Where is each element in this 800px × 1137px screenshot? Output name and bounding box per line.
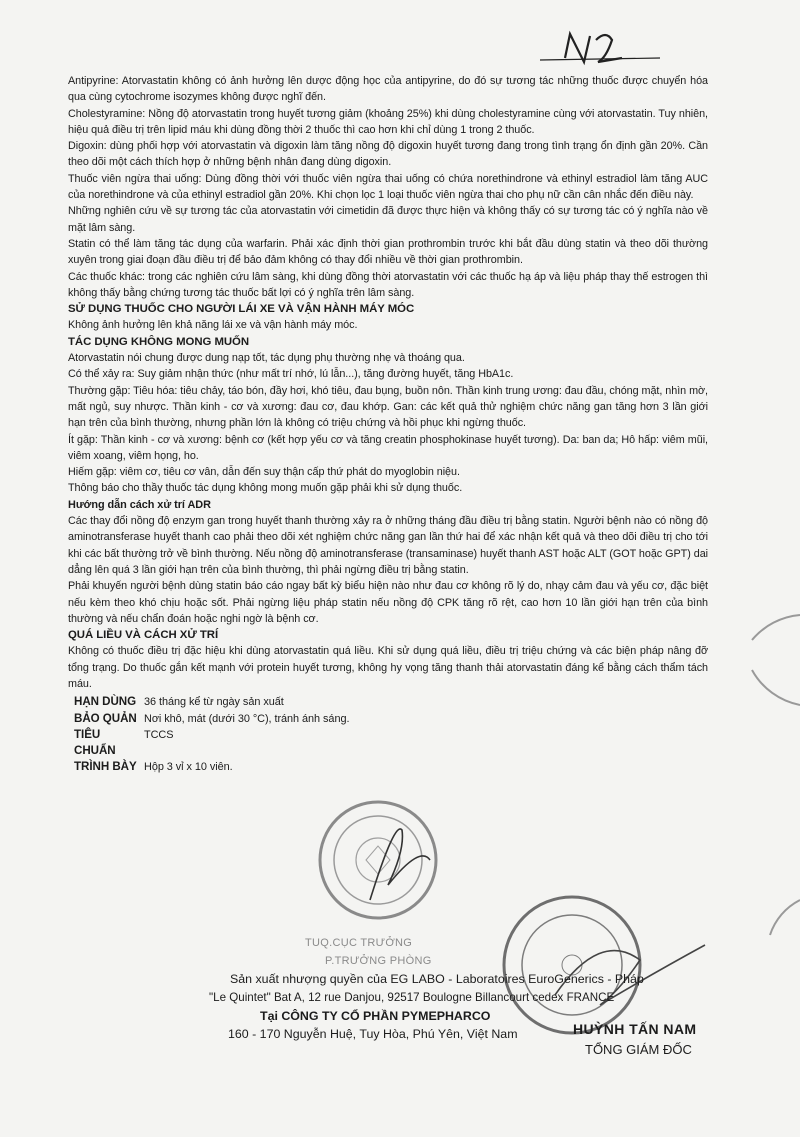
paragraph-other-drugs: Các thuốc khác: trong các nghiên cứu lâm sàng, khi dùng đồng thời atorvastatin với các thuốc hạ áp và liệu pháp thay thế estrogen thì không thấy bằng chứng tương tác thuốc bất lợi có ý nghĩa trên lâm sàng. bbox=[68, 270, 708, 299]
spec-value-presentation: Hộp 3 vỉ x 10 viên. bbox=[144, 761, 233, 774]
ministry-stamp-line-1: TUQ.CỤC TRƯỞNG bbox=[305, 937, 413, 949]
spec-value-storage: Nơi khô, mát (dưới 30 °C), tránh ánh sáng. bbox=[144, 712, 350, 725]
spec-label-standard: TIÊU CHUẨN bbox=[74, 727, 116, 758]
spec-label-storage: BẢO QUẢN bbox=[74, 711, 137, 725]
signatory-title: TỔNG GIÁM ĐỐC bbox=[585, 1042, 692, 1057]
paragraph-warfarin: Statin có thể làm tăng tác dụng của warfarin. Phải xác định thời gian prothrombin trước khi bắt đầu dùng statin và theo dõi thường xuyên trong giai đoạn đầu điều trị để bảo đảm không có thay đổi nhiều về thời gian prothrombin. bbox=[68, 237, 708, 267]
paragraph-adverse-2: Có thể xảy ra: Suy giảm nhận thức (như mất trí nhớ, lú lẫn...), tăng đường huyết, tăng HbA1c. bbox=[68, 368, 514, 381]
paragraph-cholestyramine: Cholestyramine: Nồng độ atorvastatin trong huyết tương giảm (khoảng 25%) khi dùng cholestyramine cùng với atorvastatin. Tuy nhiên, hiệu quả điều trị trên lipid máu khi dùng đồng thời 2 thuốc thì cao hơn khi chỉ dùng 1 trong 2 thuốc. bbox=[68, 107, 708, 136]
paragraph-adverse-6: Thông báo cho thầy thuốc tác dụng không mong muốn gặp phải khi sử dụng thuốc. bbox=[68, 482, 463, 495]
manufacturer-line-3: Tại CÔNG TY CỔ PHẦN PYMEPHARCO bbox=[260, 1009, 491, 1023]
spec-value-standard: TCCS bbox=[144, 728, 174, 741]
paragraph-adverse-1: Atorvastatin nói chung được dung nạp tốt, tác dụng phụ thường nhẹ và thoáng qua. bbox=[68, 352, 465, 365]
signatory-name: HUỲNH TẤN NAM bbox=[573, 1021, 697, 1037]
heading-adverse-effects: TÁC DỤNG KHÔNG MONG MUỐN bbox=[68, 335, 250, 348]
paragraph-contraceptive: Thuốc viên ngừa thai uống: Dùng đồng thời với thuốc viên ngừa thai uống có chứa norethindrone và ethinyl estradiol làm tăng AUC của norethindrone và của ethinyl estradiol gần 20%. Khi chọn lọc 1 loại thuốc viên ngừa thai cho phụ nữ cần cân nhắc đến điều này. bbox=[68, 172, 708, 202]
paragraph-antipyrine: Antipyrine: Atorvastatin không có ảnh hưởng lên dược động học của antipyrine, do đó sự tương tác những thuốc được chuyển hóa qua cùng cytochrome isozymes không được nghĩ đến. bbox=[68, 75, 708, 104]
heading-overdose: QUÁ LIỀU VÀ CÁCH XỬ TRÍ bbox=[68, 629, 219, 642]
spec-value-shelf-life: 36 tháng kể từ ngày sản xuất bbox=[144, 696, 284, 709]
spec-label-presentation: TRÌNH BÀY bbox=[74, 760, 137, 774]
ministry-stamp-line-2: P.TRƯỞNG PHÒNG bbox=[325, 955, 432, 967]
paragraph-driving: Không ảnh hưởng lên khả năng lái xe và vận hành máy móc. bbox=[68, 319, 358, 332]
paragraph-adr-1: Các thay đổi nồng độ enzym gan trong huyết thanh thường xảy ra ở những tháng đầu điều trị bằng statin. Người bệnh nào có nồng độ aminotransferase huyết thanh cao phải theo dõi xét nghiệm chức năng gan lần thứ hai để xác nhận kết quả và theo dõi điều trị cho tới khi các bất thường trở về bình thường. Nếu nồng độ aminotransferase (transaminase) huyết thanh AST hoặc ALT (GOT hoặc GPT) dai dẳng lên quá 3 lần giới hạn trên của bình thường, thì phải ngừng điều trị bằng statin. bbox=[68, 515, 708, 576]
paragraph-adverse-4: Ít gặp: Thần kinh - cơ và xương: bệnh cơ (kết hợp yếu cơ và tăng creatin phosphokinase huyết tương). Da: ban da; Hô hấp: viêm mũi, viêm xoang, viêm họng, ho. bbox=[68, 433, 708, 462]
paragraph-adverse-5: Hiếm gặp: viêm cơ, tiêu cơ vân, dẫn đến suy thận cấp thứ phát do myoglobin niệu. bbox=[68, 466, 460, 479]
heading-adr: Hướng dẫn cách xử trí ADR bbox=[68, 498, 211, 511]
paragraph-overdose: Không có thuốc điều trị đặc hiệu khi dùng atorvastatin quá liều. Khi sử dụng quá liều, điều trị triệu chứng và các biện pháp nâng đỡ tổng trạng. Do thuốc gắn kết mạnh với protein huyết tương, không hy vọng tăng thanh thải atorvastatin đáng kể bằng cách thẩm tách máu. bbox=[68, 645, 708, 690]
spec-label-shelf-life: HẠN DÙNG bbox=[74, 695, 137, 709]
manufacturer-line-1: Sản xuất nhượng quyền của EG LABO - Laboratoires EuroGenerics - Pháp bbox=[230, 972, 644, 986]
paragraph-digoxin: Digoxin: dùng phối hợp với atorvastatin và digoxin làm tăng nồng độ digoxin huyết tương đang trong tình trạng ổn định gần 20%. Cần theo dõi một cách thích hợp ở những bệnh nhân đang dùng digoxin. bbox=[68, 140, 708, 169]
manufacturer-line-2: "Le Quintet" Bat A, 12 rue Danjou, 92517 Boulogne Billancourt cedex FRANCE bbox=[209, 991, 615, 1004]
manufacturer-line-4: 160 - 170 Nguyễn Huệ, Tuy Hòa, Phú Yên, Việt Nam bbox=[228, 1027, 518, 1041]
heading-driving: SỬ DỤNG THUỐC CHO NGƯỜI LÁI XE VÀ VẬN HÀNH MÁY MÓC bbox=[68, 303, 415, 316]
paragraph-adr-2: Phải khuyến người bệnh dùng statin báo cáo ngay bất kỳ biểu hiện nào như đau cơ không rõ lý do, nhạy cảm đau và yếu cơ, đặc biệt nếu kèm theo khó chịu hoặc sốt. Phải ngừng liệu pháp statin nếu nồng độ CPK tăng rõ rệt, cao hơn 10 lần giới hạn trên của bình thường và nếu chẩn đoán hoặc nghi ngờ là bệnh cơ. bbox=[68, 580, 708, 625]
paragraph-adverse-3: Thường gặp: Tiêu hóa: tiêu chảy, táo bón, đầy hơi, khó tiêu, đau bụng, buồn nôn. Thần kinh trung ương: đau đầu, chóng mặt, nhìn mờ, mất ngủ, suy nhược. Thần kinh - cơ và xương: đau cơ, đau khớp. Gan: các kết quả thử nghiệm chức năng gan tăng hơn 3 lần giới hạn trên của bình thường, nhưng phần lớn là không có triệu chứng và hồi phục khi ngừng thuốc. bbox=[68, 384, 708, 430]
paragraph-cimetidine: Những nghiên cứu về sự tương tác của atorvastatin với cimetidin đã được thực hiện và không thấy có sự tương tác có ý nghĩa nào về mặt lâm sàng. bbox=[68, 205, 708, 234]
